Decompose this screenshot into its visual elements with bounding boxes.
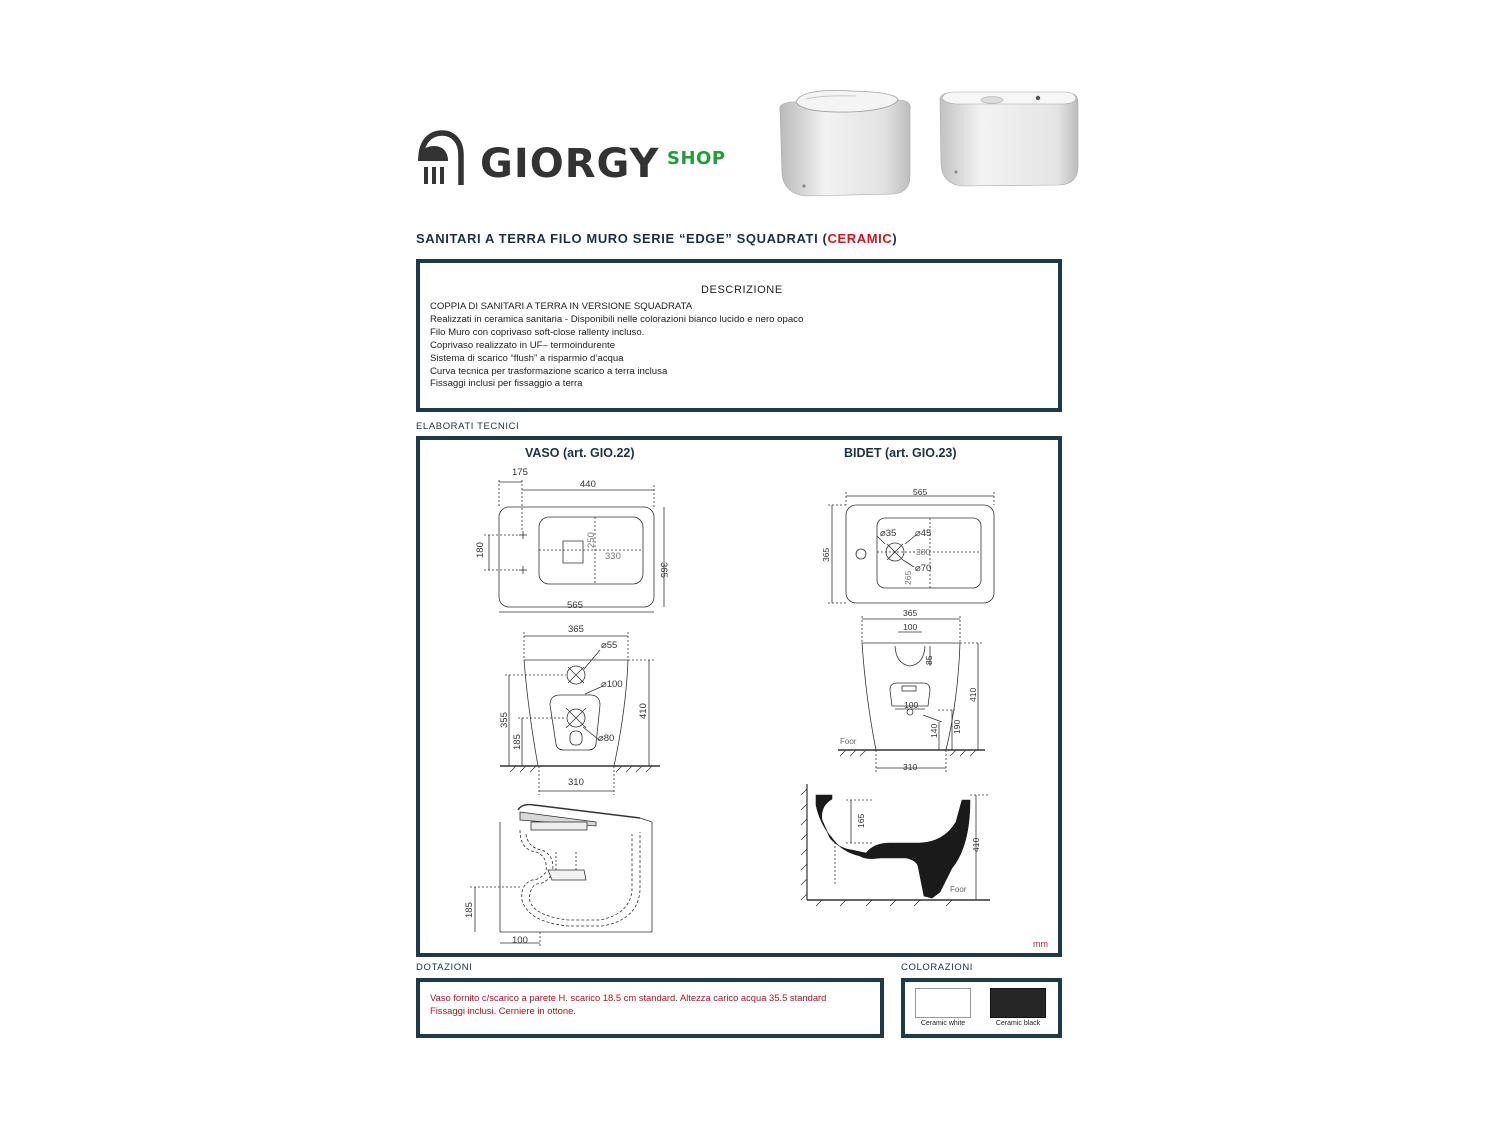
dim-text: 310 [903,762,918,772]
description-line: Curva tecnica per trasformazione scarico a terra inclusa [430,365,668,377]
dim-text: ⌀100 [601,679,623,690]
dim-text: 180 [475,542,486,558]
swatch-label: Ceramic white [920,1020,966,1027]
description-line: Filo Muro con coprivaso soft-close rallenty incluso. [430,326,645,338]
bidet-heading: BIDET (art. GIO.23) [844,446,957,460]
unit-label: mm [1033,939,1048,949]
dim-text: 175 [512,467,528,478]
dim-text: 140 [929,723,939,738]
dim-text: 410 [638,703,649,719]
technical-drawings [420,440,1058,953]
vaso-photo [770,88,920,206]
bidet-front-view [838,616,985,772]
description-heading: DESCRIZIONE [701,284,783,296]
description-line: Realizzati in ceramica sanitaria - Disponibili nelle colorazioni bianco lucido e nero opaco [430,313,804,325]
dim-text: 100 [512,935,528,946]
swatch-ceramic-black [990,988,1046,1018]
dim-text: Foor [840,737,857,746]
description-line: Sistema di scarico “flush” a risparmio d’acqua [430,352,624,364]
dim-text: ⌀45 [915,528,932,539]
shower-logo-icon [415,125,475,190]
dotazioni-line: Vaso fornito c/scarico a parete H. scarico 18.5 cm standard. Altezza carico acqua 35.5 standard [430,992,827,1003]
colorazioni-label: COLORAZIONI [901,962,974,973]
dim-text: 165 [856,813,866,828]
dim-text: 565 [913,487,928,497]
dim-text: 185 [512,734,523,750]
swatch-label: Ceramic black [995,1020,1041,1027]
dim-text: 85 [924,655,934,665]
dotazioni-label: DOTAZIONI [416,962,473,973]
vaso-top-view [484,480,664,612]
dim-text: 440 [580,479,596,490]
dim-text: 250 [586,532,597,548]
brand-suffix: SHOP [667,148,726,169]
vaso-side-section [470,805,652,947]
dim-text: 185 [464,902,475,918]
dotazioni-text [430,991,826,1017]
page-title: SANITARI A TERRA FILO MURO SERIE “EDGE” SQUADRATI (CERAMIC) [416,231,898,246]
vaso-front-view [500,632,660,795]
dim-text: ⌀70 [915,563,932,574]
bidet-front-hatch [840,750,976,756]
vaso-heading: VASO (art. GIO.22) [525,446,635,460]
dim-text: 190 [952,719,962,734]
dim-text: 100 [903,622,918,632]
dotazioni-line: Fissaggi inclusi. Cerniere in ottone. [430,1005,576,1016]
bidet-top-view [828,492,994,603]
technical-section-label: ELABORATI TECNICI [416,421,520,432]
dim-text: 380 [916,547,931,557]
dim-text: 100 [904,700,919,710]
dim-text: 355 [499,712,510,728]
bidet-section-profile [816,795,970,898]
dim-text: 265 [903,570,913,585]
bidet-photo [936,88,1084,194]
dim-text: 410 [971,837,981,852]
dim-text: 365 [821,547,831,562]
dim-text: 565 [567,600,583,611]
dim-text: 330 [605,551,621,562]
dim-text: ⌀35 [880,528,897,539]
description-line: Coprivaso realizzato in UF– termoindurente [430,339,616,351]
dim-text: ⌀80 [598,733,615,744]
brand-name: GIORGY [480,141,660,187]
dim-text: ⌀55 [601,640,618,651]
dim-text: Foor [950,885,967,894]
dim-text: 365 [658,562,669,578]
description-list [430,301,803,391]
dim-text: 310 [568,777,584,788]
swatch-ceramic-white [915,988,971,1018]
title-accent: CERAMIC [827,231,893,246]
dim-text: 410 [968,687,978,702]
dim-text: 365 [903,608,918,618]
description-line: COPPIA DI SANITARI A TERRA IN VERSIONE SQUADRATA [430,301,693,312]
vaso-front-hatch [510,766,652,772]
description-line: Fissaggi inclusi per fissaggio a terra [430,378,583,390]
dim-text: 365 [568,624,584,635]
